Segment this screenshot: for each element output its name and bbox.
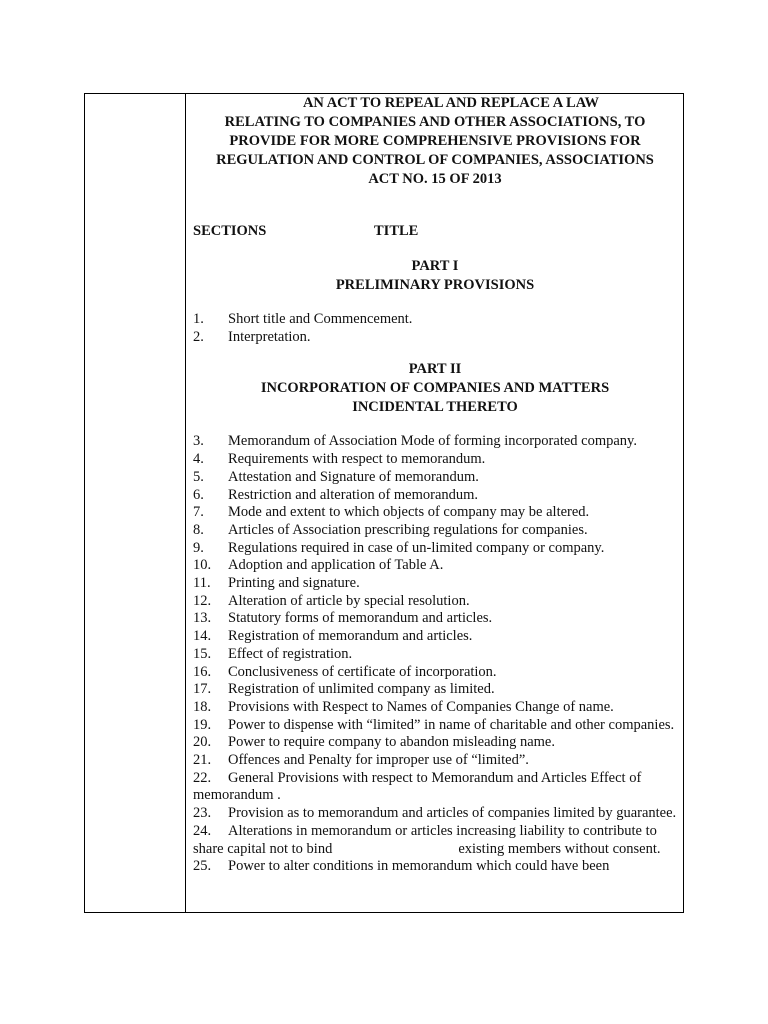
section-number: 10.: [193, 557, 212, 574]
list-item: [193, 628, 677, 646]
list-item: [193, 770, 677, 805]
title-line: REGULATION AND CONTROL OF COMPANIES, ASSOCIATIONS: [216, 152, 654, 168]
section-title: Alteration of article by special resolution.: [228, 592, 470, 609]
section-number: 20.: [193, 734, 212, 751]
section-number: 6.: [193, 486, 204, 503]
section-title: Registration of unlimited company as limited.: [228, 681, 495, 698]
section-title: General Provisions with respect to Memorandum and Articles Effect of memorandum .: [193, 769, 642, 804]
list-item: [193, 610, 677, 628]
list-item: [193, 540, 677, 558]
section-title: Effect of registration.: [228, 645, 353, 662]
section-title: Provision as to memorandum and articles of companies limited by guarantee.: [228, 805, 677, 822]
section-number: 5.: [193, 468, 204, 485]
section-title: Restriction and alteration of memorandum.: [228, 486, 479, 503]
section-number: 8.: [193, 521, 204, 538]
section-title: Requirements with respect to memorandum.: [228, 451, 486, 468]
part-label: PART I: [411, 258, 459, 274]
section-number: 24.: [193, 822, 212, 839]
section-number: 13.: [193, 610, 212, 627]
title-line: ACT NO. 15 OF 2013: [368, 171, 502, 187]
sections-header: SECTIONS: [193, 223, 267, 239]
section-number: 3.: [193, 433, 204, 450]
section-number: 21.: [193, 752, 212, 769]
section-title: Conclusiveness of certificate of incorporation.: [228, 663, 497, 680]
section-number: 19.: [193, 716, 212, 733]
section-title: Power to require company to abandon misleading name.: [228, 734, 555, 751]
section-title: Statutory forms of memorandum and articles.: [228, 610, 493, 627]
list-item: [193, 593, 677, 611]
list-item: [193, 329, 677, 347]
list-item: [193, 451, 677, 469]
section-number: 12.: [193, 592, 212, 609]
section-number: 4.: [193, 451, 204, 468]
column-headers: [193, 223, 677, 243]
section-title: Power to alter conditions in memorandum which could have been: [228, 858, 610, 875]
part-heading: [193, 360, 677, 417]
list-item: [193, 858, 677, 876]
section-title: Short title and Commencement.: [228, 311, 413, 327]
part-label: PART II: [408, 361, 462, 378]
title-line: RELATING TO COMPANIES AND OTHER ASSOCIATIONS, TO: [224, 114, 646, 130]
section-title: Memorandum of Association Mode of forming incorporated company.: [228, 433, 637, 450]
section-title: Mode and extent to which objects of company may be altered.: [228, 504, 590, 521]
section-number: 17.: [193, 681, 212, 698]
list-item: [193, 717, 677, 735]
section-title: Printing and signature.: [228, 575, 360, 592]
list-item: [193, 487, 677, 505]
section-number: 25.: [193, 858, 212, 875]
section-title: Provisions with Respect to Names of Companies Change of name.: [228, 698, 614, 715]
list-item: [193, 469, 677, 487]
list-item: [193, 311, 677, 329]
list-item: [193, 823, 677, 858]
list-item: [193, 504, 677, 522]
section-title: Offences and Penalty for improper use of “limited”.: [228, 752, 529, 769]
section-number: 15.: [193, 645, 212, 662]
section-number: 7.: [193, 504, 204, 521]
section-title: Interpretation.: [228, 328, 311, 345]
section-number: 9.: [193, 539, 204, 556]
list-item: [193, 752, 677, 770]
list-item: [193, 433, 677, 451]
list-item: [193, 664, 677, 682]
section-title: Regulations required in case of un-limited company or company.: [228, 539, 605, 556]
document-content: [193, 94, 677, 876]
list-item: [193, 646, 677, 664]
list-item: [193, 575, 677, 593]
title-header: TITLE: [374, 223, 419, 239]
section-number: 1.: [193, 311, 204, 327]
act-title: [193, 94, 677, 189]
section-number: 22.: [193, 769, 212, 786]
section-title: Power to dispense with “limited” in name of charitable and other companies.: [228, 716, 675, 733]
section-number: 18.: [193, 698, 212, 715]
section-title-continued: existing members without consent.: [458, 840, 661, 857]
part-title: INCORPORATION OF COMPANIES AND MATTERS: [260, 380, 610, 397]
part-title: INCIDENTAL THERETO: [352, 399, 518, 416]
list-item: [193, 805, 677, 823]
section-list: [193, 311, 677, 346]
section-title: Registration of memorandum and articles.: [228, 628, 473, 645]
section-title: Alterations in memorandum or articles increasing liability to contribute to share capital not to bind: [193, 822, 657, 857]
part-heading: [193, 257, 677, 295]
section-number: 2.: [193, 328, 204, 345]
list-item: [193, 681, 677, 699]
section-title: Adoption and application of Table A.: [228, 557, 444, 574]
section-title: Articles of Association prescribing regulations for companies.: [228, 521, 588, 538]
section-number: 11.: [193, 575, 211, 592]
list-item: [193, 699, 677, 717]
title-line: AN ACT TO REPEAL AND REPLACE A LAW: [302, 95, 600, 111]
column-divider: [185, 93, 186, 913]
section-number: 16.: [193, 663, 212, 680]
list-item: [193, 734, 677, 752]
list-item: [193, 557, 677, 575]
section-list: [193, 433, 677, 876]
section-title: Attestation and Signature of memorandum.: [228, 468, 479, 485]
part-title: PRELIMINARY PROVISIONS: [335, 277, 535, 293]
list-item: [193, 522, 677, 540]
title-line: PROVIDE FOR MORE COMPREHENSIVE PROVISIONS FOR: [229, 133, 641, 149]
section-number: 23.: [193, 805, 212, 822]
section-number: 14.: [193, 628, 212, 645]
